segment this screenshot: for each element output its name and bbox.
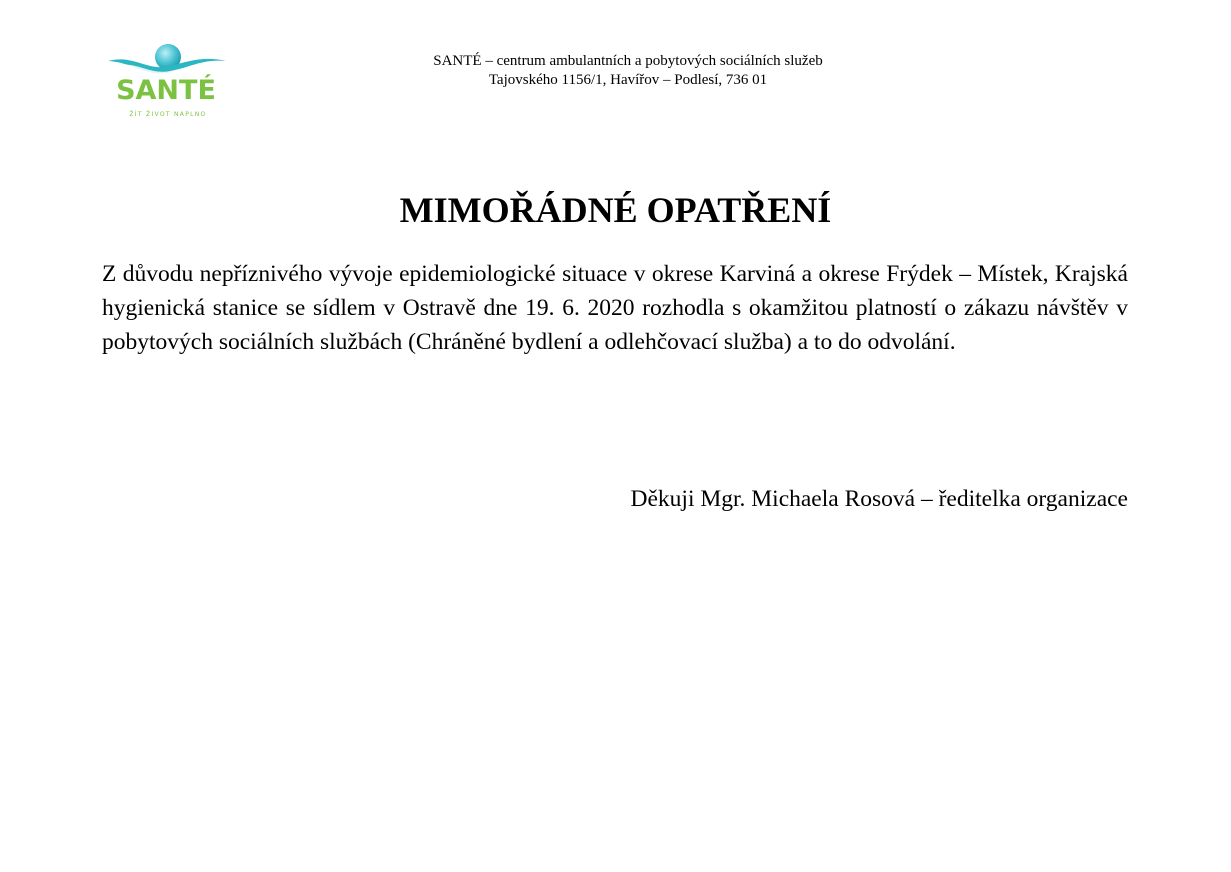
organization-header — [300, 52, 956, 90]
notice-body: Z důvodu nepříznivého vývoje epidemiologické situace v okrese Karviná a okrese Frýdek – Místek, Krajská hygienická stanice se sídlem v Ostravě dne 19. 6. 2020 rozhodla s okamžitou platností o zákazu návštěv v pobytových sociálních službách (Chráněné bydlení a odlehčovací služba) a to do odvolání. — [102, 261, 1128, 355]
organization-name: SANTÉ – centrum ambulantních a pobytových sociálních služeb — [433, 53, 823, 69]
logo-tagline: ŽÍT ŽIVOT NAPLNO — [129, 111, 207, 118]
logo-wordmark: SANTÉ — [116, 75, 216, 106]
signature-line: Děkuji Mgr. Michaela Rosová – ředitelka organizace — [630, 486, 1128, 512]
sante-logo — [104, 42, 228, 126]
notice-title: MIMOŘÁDNÉ OPATŘENÍ — [399, 190, 832, 230]
organization-address: Tajovského 1156/1, Havířov – Podlesí, 736 01 — [488, 72, 768, 88]
